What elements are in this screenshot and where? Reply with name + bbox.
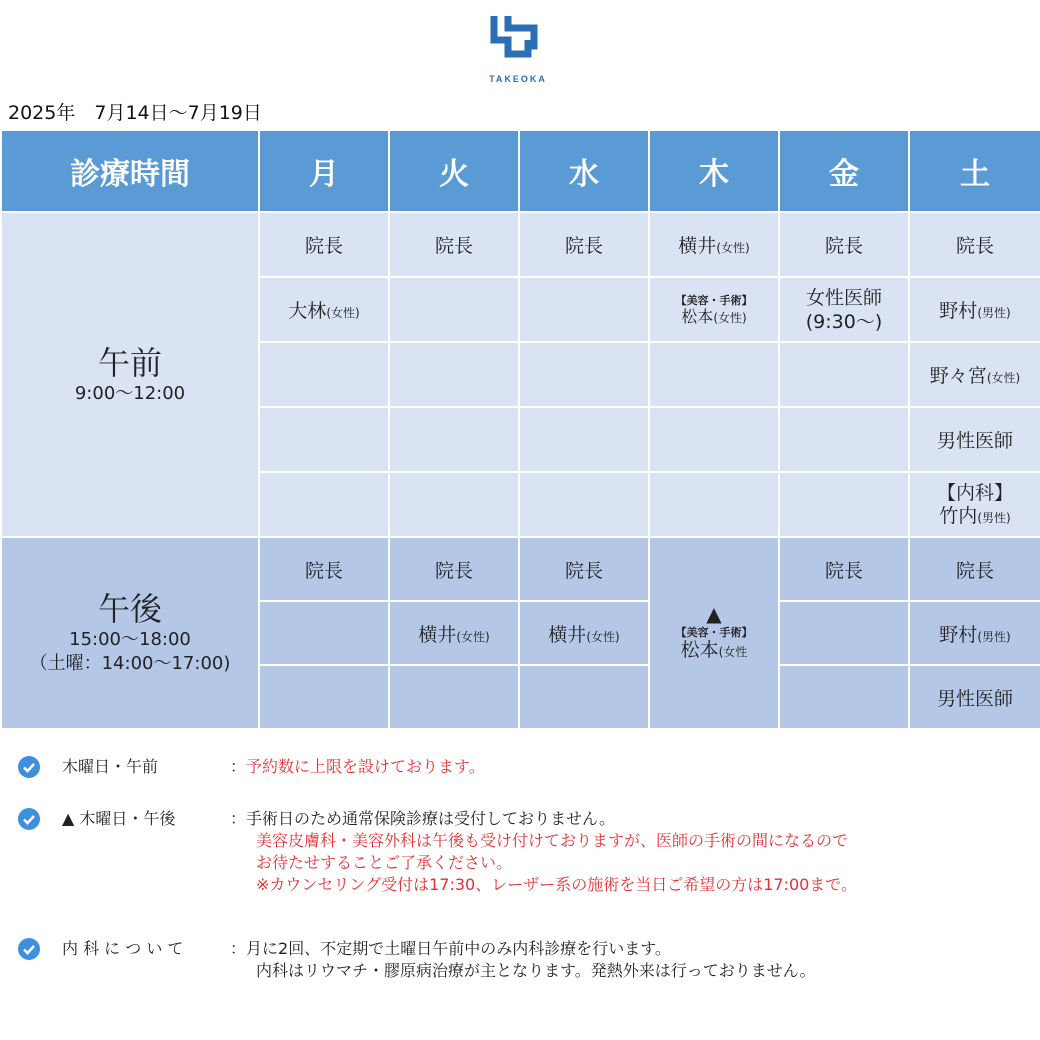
am-sat-4: 男性医師 bbox=[909, 407, 1040, 472]
takeoka-logo-icon bbox=[488, 10, 548, 70]
check-circle-icon bbox=[18, 938, 40, 960]
gender-note: (男性) bbox=[977, 510, 1011, 525]
doctor-name: 野村 bbox=[939, 623, 978, 646]
pm-period-time-sat: （土曜：14:00～17:00) bbox=[29, 653, 231, 674]
am-mon-2 bbox=[259, 277, 389, 342]
header-row bbox=[1, 130, 1040, 212]
pm-sat-2 bbox=[909, 601, 1040, 665]
am-mon-5 bbox=[259, 472, 389, 537]
doctor-name: 松本 bbox=[681, 307, 714, 326]
pm-row-1 bbox=[1, 537, 1040, 601]
am-mon-3 bbox=[259, 342, 389, 407]
pm-mon-1: 院長 bbox=[259, 537, 389, 601]
am-sat-2 bbox=[909, 277, 1040, 342]
doctor-name: 横井 bbox=[678, 235, 717, 257]
am-fri-5 bbox=[779, 472, 909, 537]
date-range: 2025年 7月14日～7月19日 bbox=[8, 102, 262, 124]
pm-thu-merged bbox=[649, 537, 779, 729]
note-label: 内 科 に つ い て bbox=[62, 939, 184, 958]
header-period: 診療時間 bbox=[1, 130, 259, 212]
am-sat-3 bbox=[909, 342, 1040, 407]
doctor-name: 松本 bbox=[680, 639, 719, 661]
pm-sat-1: 院長 bbox=[909, 537, 1040, 601]
doctor-name: 大林 bbox=[288, 300, 327, 322]
am-thu-4 bbox=[649, 407, 779, 472]
header-wed: 水 bbox=[519, 130, 649, 212]
logo-text: TAKEOKA bbox=[489, 74, 547, 84]
pm-fri-1: 院長 bbox=[779, 537, 909, 601]
note-text: 手術日のため通常保険診療は受付しておりません。 bbox=[246, 809, 615, 828]
am-tue-5 bbox=[389, 472, 519, 537]
doctor-name: 野々宮 bbox=[929, 365, 987, 387]
check-circle-icon bbox=[18, 756, 40, 778]
check-circle-icon bbox=[18, 808, 40, 830]
pm-tue-1: 院長 bbox=[389, 537, 519, 601]
pm-mon-2 bbox=[259, 601, 389, 665]
pm-period-name: 午後 bbox=[97, 590, 162, 628]
am-wed-1: 院長 bbox=[519, 212, 649, 277]
header-thu: 木 bbox=[649, 130, 779, 212]
triangle-marker: ▲ bbox=[706, 602, 722, 626]
gender-note: (男性) bbox=[977, 306, 1011, 320]
doctor-name: 野村 bbox=[939, 300, 978, 322]
am-period-name: 午前 bbox=[97, 343, 162, 382]
gender-note: (女性 bbox=[718, 645, 748, 659]
am-thu-3 bbox=[649, 342, 779, 407]
header-tue: 火 bbox=[389, 130, 519, 212]
note-text-red: ※カウンセリング受付は17:30、レーザー系の施術を当日ご希望の方は17:00まで。 bbox=[256, 875, 857, 894]
am-sat-1: 院長 bbox=[909, 212, 1040, 277]
am-period-cell bbox=[1, 212, 259, 537]
am-mon-1: 院長 bbox=[259, 212, 389, 277]
pm-wed-3 bbox=[519, 665, 649, 729]
pm-sat-3: 男性医師 bbox=[909, 665, 1040, 729]
am-tue-1: 院長 bbox=[389, 212, 519, 277]
note-text: 内科はリウマチ・膠原病治療が主となります。発熱外来は行っておりません。 bbox=[256, 961, 816, 980]
am-thu-5 bbox=[649, 472, 779, 537]
note-label: ▲ 木曜日・午後 bbox=[62, 809, 176, 828]
takeoka-logo bbox=[482, 10, 554, 92]
am-period-time: 9:00～12:00 bbox=[74, 382, 186, 404]
am-wed-4 bbox=[519, 407, 649, 472]
note-text: 月に2回、不定期で土曜日午前中のみ内科診療を行います。 bbox=[246, 939, 671, 958]
note-colon: ： bbox=[230, 757, 247, 776]
am-fri-1: 院長 bbox=[779, 212, 909, 277]
note-colon: ： bbox=[230, 939, 247, 958]
gender-note: (女性) bbox=[586, 629, 620, 644]
pm-fri-3 bbox=[779, 665, 909, 729]
note-label: 木曜日・午前 bbox=[62, 757, 159, 776]
note-text-red: 美容皮膚科・美容外科は午後も受け付けておりますが、医師の手術の間になるので bbox=[256, 831, 849, 850]
am-sat-5 bbox=[909, 472, 1040, 537]
am-tue-4 bbox=[389, 407, 519, 472]
am-wed-2 bbox=[519, 277, 649, 342]
gender-note: (女性) bbox=[326, 306, 360, 320]
header-fri: 金 bbox=[779, 130, 909, 212]
dept-tag: 【美容・手術】 bbox=[675, 294, 753, 307]
pm-period-cell bbox=[1, 537, 259, 729]
gender-note: (男性) bbox=[977, 629, 1011, 644]
am-row-1 bbox=[1, 212, 1040, 277]
am-mon-4 bbox=[259, 407, 389, 472]
pm-wed-1: 院長 bbox=[519, 537, 649, 601]
am-tue-3 bbox=[389, 342, 519, 407]
am-fri-3 bbox=[779, 342, 909, 407]
pm-wed-2 bbox=[519, 601, 649, 665]
note-colon: ： bbox=[230, 809, 247, 828]
header-sat: 土 bbox=[909, 130, 1040, 212]
dept-tag: 【美容・手術】 bbox=[675, 626, 753, 639]
am-wed-3 bbox=[519, 342, 649, 407]
doctor-name: 横井 bbox=[548, 623, 587, 646]
gender-note: (女性) bbox=[713, 311, 747, 325]
schedule-table bbox=[0, 129, 1040, 730]
am-fri-2 bbox=[779, 277, 909, 342]
pm-period-time: 15:00～18:00 bbox=[69, 629, 191, 650]
doctor-name: 女性医師 bbox=[805, 286, 882, 309]
am-thu-2 bbox=[649, 277, 779, 342]
am-wed-5 bbox=[519, 472, 649, 537]
note-text: 予約数に上限を設けております。 bbox=[246, 757, 485, 776]
pm-tue-2 bbox=[389, 601, 519, 665]
header-mon: 月 bbox=[259, 130, 389, 212]
doctor-name: 横井 bbox=[418, 623, 457, 646]
am-tue-2 bbox=[389, 277, 519, 342]
gender-note: (女性) bbox=[456, 629, 490, 644]
gender-note: (女性) bbox=[716, 241, 750, 255]
pm-mon-3 bbox=[259, 665, 389, 729]
doctor-name: 竹内 bbox=[939, 504, 978, 527]
am-thu-1 bbox=[649, 212, 779, 277]
gender-note: (女性) bbox=[986, 371, 1021, 385]
am-fri-4 bbox=[779, 407, 909, 472]
dept-tag: 【内科】 bbox=[936, 481, 1013, 504]
pm-tue-3 bbox=[389, 665, 519, 729]
pm-fri-2 bbox=[779, 601, 909, 665]
time-note: (9:30～) bbox=[805, 310, 883, 333]
note-text-red: お待たせすることご了承ください。 bbox=[256, 853, 513, 872]
